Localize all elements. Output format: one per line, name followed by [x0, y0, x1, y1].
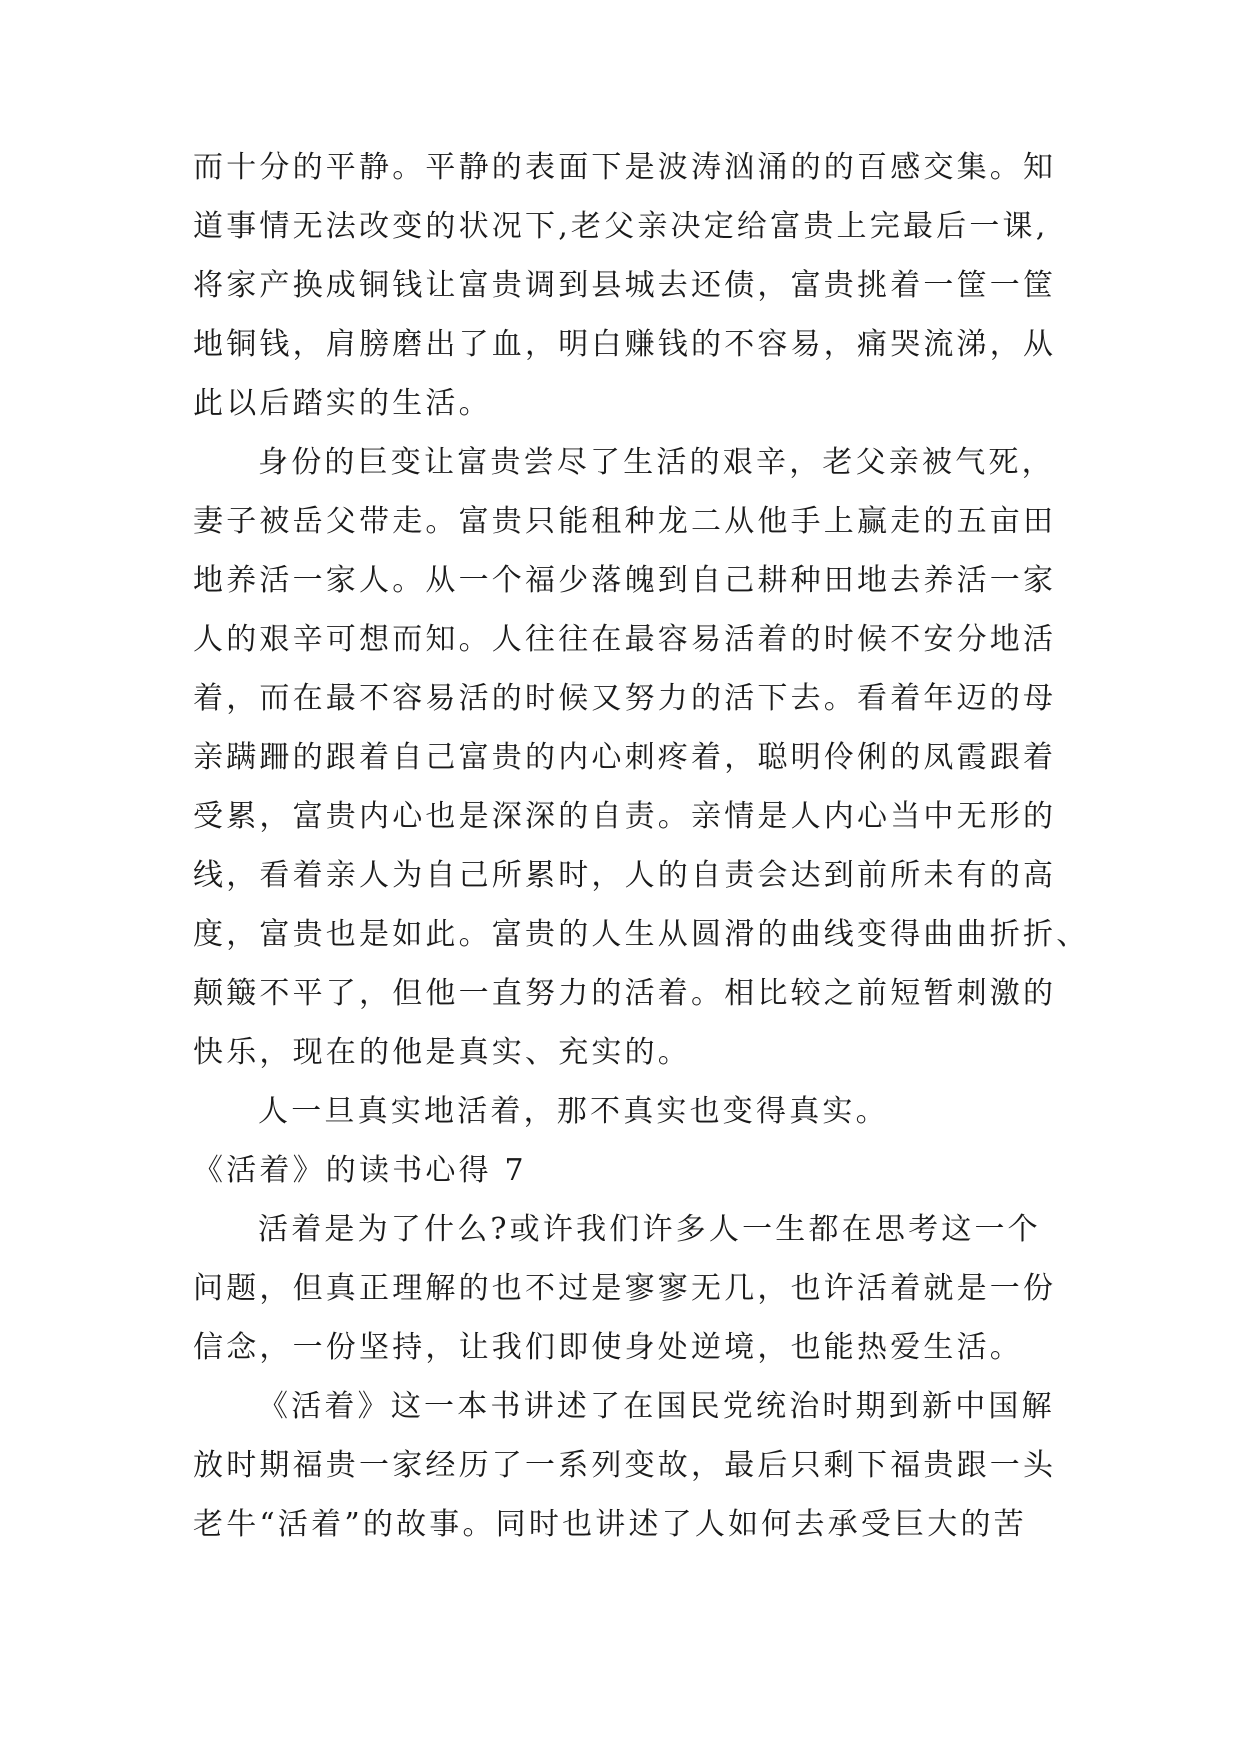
- text-line: 亲蹒跚的跟着自己富贵的内心刺疼着，聪明伶俐的凤霞跟着: [193, 740, 1057, 775]
- paragraph-first-line: 人一旦真实地活着，那不真实也变得真实。: [258, 1094, 889, 1129]
- text-line: 而十分的平静。平静的表面下是波涛汹涌的的百感交集。知: [193, 150, 1057, 185]
- text-line: 此以后踏实的生活。: [193, 386, 492, 421]
- text-line: 妻子被岳父带走。富贵只能租种龙二从他手上赢走的五亩田: [193, 504, 1057, 539]
- text-line: 信念，一份坚持，让我们即使身处逆境，也能热爱生活。: [193, 1330, 1023, 1365]
- text-line: 度，富贵也是如此。富贵的人生从圆滑的曲线变得曲曲折折、: [193, 917, 1090, 952]
- text-line: 颠簸不平了，但他一直努力的活着。相比较之前短暂刺激的: [193, 976, 1057, 1011]
- text-line: 人的艰辛可想而知。人往往在最容易活着的时候不安分地活: [193, 622, 1057, 657]
- section-heading: 《活着》的读书心得 7: [193, 1153, 527, 1188]
- text-line: 地养活一家人。从一个福少落魄到自己耕种田地去养活一家: [193, 563, 1057, 598]
- text-line: 道事情无法改变的状况下,老父亲决定给富贵上完最后一课,: [193, 209, 1049, 244]
- paragraph-first-line: 活着是为了什么?或许我们许多人一生都在思考这一个: [258, 1212, 1041, 1247]
- text-line: 受累，富贵内心也是深深的自责。亲情是人内心当中无形的: [193, 799, 1057, 834]
- text-line: 快乐，现在的他是真实、充实的。: [193, 1035, 691, 1070]
- paragraph-first-line: 《活着》这一本书讲述了在国民党统治时期到新中国解: [258, 1389, 1055, 1424]
- text-line: 问题，但真正理解的也不过是寥寥无几，也许活着就是一份: [193, 1271, 1057, 1306]
- paragraph-first-line: 身份的巨变让富贵尝尽了生活的艰辛，老父亲被气死，: [258, 445, 1055, 480]
- text-line: 着，而在最不容易活的时候又努力的活下去。看着年迈的母: [193, 681, 1057, 716]
- text-line: 将家产换成铜钱让富贵调到县城去还债，富贵挑着一筐一筐: [193, 268, 1057, 303]
- text-line: 地铜钱，肩膀磨出了血，明白赚钱的不容易，痛哭流涕，从: [193, 327, 1057, 362]
- text-line: 放时期福贵一家经历了一系列变故，最后只剩下福贵跟一头: [193, 1448, 1057, 1483]
- text-line: 线，看着亲人为自己所累时，人的自责会达到前所未有的高: [193, 858, 1057, 893]
- text-line: 老牛“活着”的故事。同时也讲述了人如何去承受巨大的苦: [193, 1507, 1027, 1542]
